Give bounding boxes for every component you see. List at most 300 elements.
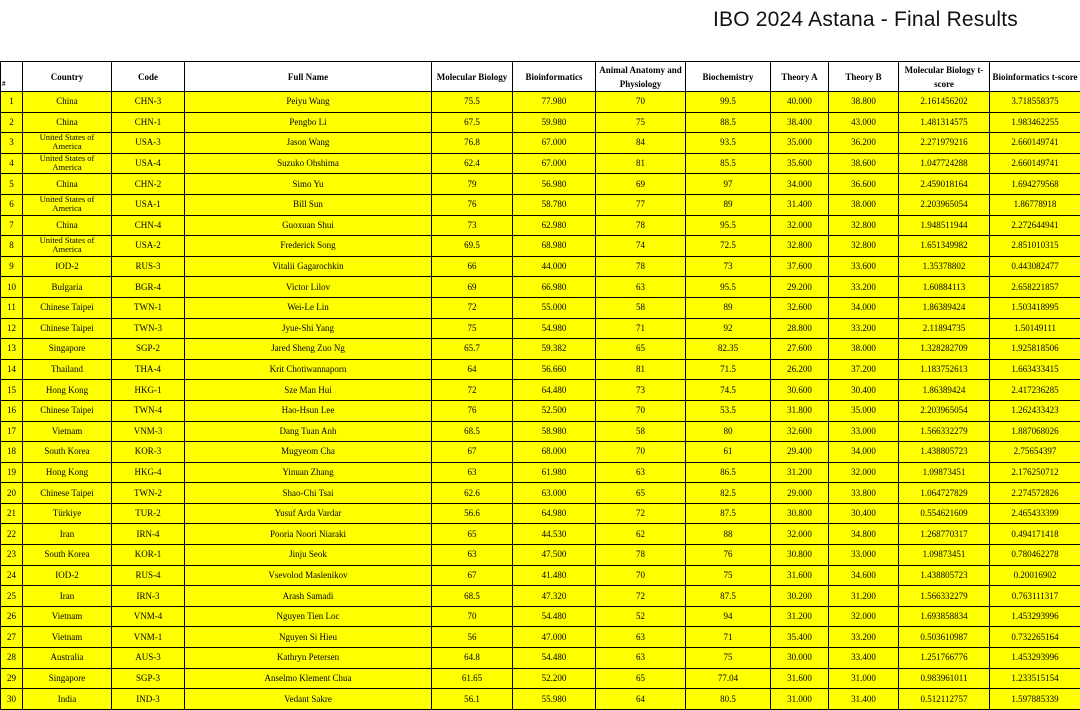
theory-b-cell: 31.400 <box>829 689 899 710</box>
molbio-tscore-cell: 1.328282709 <box>899 339 990 360</box>
table-row <box>1 668 1080 689</box>
bioinf-tscore-cell: 2.75654397 <box>990 442 1080 463</box>
code-cell: HKG-1 <box>112 380 185 401</box>
theory-a-cell: 29.400 <box>771 442 829 463</box>
anatomy-physiology-cell: 81 <box>596 359 686 380</box>
bioinformatics-cell: 64.980 <box>513 503 596 524</box>
table-row <box>1 318 1080 339</box>
biochemistry-cell: 76 <box>686 545 771 566</box>
bioinf-tscore-cell: 1.887068026 <box>990 421 1080 442</box>
molbio-tscore-cell: 1.693858834 <box>899 606 990 627</box>
bioinf-tscore-cell: 1.453293996 <box>990 606 1080 627</box>
bioinformatics-cell: 56.980 <box>513 174 596 195</box>
theory-a-cell: 35.600 <box>771 153 829 174</box>
code-cell: VNM-1 <box>112 627 185 648</box>
biochemistry-cell: 85.5 <box>686 153 771 174</box>
full-name-cell: Shao-Chi Tsai <box>185 483 432 504</box>
full-name-cell: Nguyen Tien Loc <box>185 606 432 627</box>
molbio-tscore-cell: 1.60884113 <box>899 277 990 298</box>
molbio-tscore-cell: 1.566332279 <box>899 586 990 607</box>
biochemistry-cell: 89 <box>686 194 771 215</box>
molbio-tscore-cell: 0.512112757 <box>899 689 990 710</box>
row-number: 29 <box>1 668 23 689</box>
theory-a-cell: 27.600 <box>771 339 829 360</box>
anatomy-physiology-cell: 70 <box>596 442 686 463</box>
biochemistry-cell: 61 <box>686 442 771 463</box>
biochemistry-cell: 95.5 <box>686 215 771 236</box>
molbio-tscore-cell: 1.948511944 <box>899 215 990 236</box>
bioinf-tscore-cell: 2.272644941 <box>990 215 1080 236</box>
bioinformatics-cell: 44.530 <box>513 524 596 545</box>
theory-b-cell: 33.000 <box>829 545 899 566</box>
biochemistry-cell: 72.5 <box>686 236 771 257</box>
full-name-cell: Jason Wang <box>185 133 432 154</box>
code-cell: IRN-4 <box>112 524 185 545</box>
anatomy-physiology-cell: 71 <box>596 318 686 339</box>
bioinformatics-cell: 41.480 <box>513 565 596 586</box>
bioinf-tscore-cell: 2.176250712 <box>990 462 1080 483</box>
biochemistry-cell: 88 <box>686 524 771 545</box>
full-name-cell: Sze Man Hui <box>185 380 432 401</box>
bioinf-tscore-cell: 1.86778918 <box>990 194 1080 215</box>
row-number: 26 <box>1 606 23 627</box>
theory-a-cell: 40.000 <box>771 92 829 113</box>
theory-b-cell: 33.200 <box>829 627 899 648</box>
biochemistry-cell: 80.5 <box>686 689 771 710</box>
biochemistry-cell: 87.5 <box>686 503 771 524</box>
bioinf-tscore-cell: 0.20016902 <box>990 565 1080 586</box>
column-header: Biochemistry <box>686 62 771 92</box>
bioinformatics-cell: 64.480 <box>513 380 596 401</box>
country-cell: Chinese Taipei <box>23 297 112 318</box>
bioinf-tscore-cell: 1.50149111 <box>990 318 1080 339</box>
bioinformatics-cell: 52.500 <box>513 400 596 421</box>
country-cell: Hong Kong <box>23 462 112 483</box>
theory-b-cell: 31.200 <box>829 586 899 607</box>
column-header: Code <box>112 62 185 92</box>
country-cell: Chinese Taipei <box>23 400 112 421</box>
row-number: 9 <box>1 256 23 277</box>
theory-a-cell: 31.200 <box>771 462 829 483</box>
molecular-biology-cell: 62.6 <box>432 483 513 504</box>
bioinformatics-cell: 68.000 <box>513 442 596 463</box>
country-cell: India <box>23 689 112 710</box>
code-cell: RUS-3 <box>112 256 185 277</box>
theory-b-cell: 33.600 <box>829 256 899 277</box>
table-row <box>1 153 1080 174</box>
country-cell: United States of America <box>23 153 112 174</box>
full-name-cell: Nguyen Si Hieu <box>185 627 432 648</box>
table-row <box>1 297 1080 318</box>
full-name-cell: Yusuf Arda Vardar <box>185 503 432 524</box>
bioinf-tscore-cell: 1.983462255 <box>990 112 1080 133</box>
anatomy-physiology-cell: 72 <box>596 586 686 607</box>
bioinformatics-cell: 68.980 <box>513 236 596 257</box>
biochemistry-cell: 86.5 <box>686 462 771 483</box>
theory-a-cell: 29.000 <box>771 483 829 504</box>
table-row <box>1 112 1080 133</box>
molecular-biology-cell: 56.6 <box>432 503 513 524</box>
molecular-biology-cell: 76.8 <box>432 133 513 154</box>
theory-b-cell: 38.000 <box>829 339 899 360</box>
row-number: 20 <box>1 483 23 504</box>
molecular-biology-cell: 79 <box>432 174 513 195</box>
biochemistry-cell: 89 <box>686 297 771 318</box>
table-body <box>1 92 1080 710</box>
bioinformatics-cell: 59.980 <box>513 112 596 133</box>
biochemistry-cell: 87.5 <box>686 586 771 607</box>
row-number: 28 <box>1 648 23 669</box>
anatomy-physiology-cell: 63 <box>596 277 686 298</box>
anatomy-physiology-cell: 78 <box>596 215 686 236</box>
molecular-biology-cell: 63 <box>432 545 513 566</box>
bioinformatics-cell: 77.980 <box>513 92 596 113</box>
full-name-cell: Wei-Le Lin <box>185 297 432 318</box>
row-number: 15 <box>1 380 23 401</box>
country-cell: Türkiye <box>23 503 112 524</box>
theory-a-cell: 34.000 <box>771 174 829 195</box>
bioinformatics-cell: 54.980 <box>513 318 596 339</box>
anatomy-physiology-cell: 52 <box>596 606 686 627</box>
table-row <box>1 174 1080 195</box>
anatomy-physiology-cell: 72 <box>596 503 686 524</box>
molecular-biology-cell: 67 <box>432 565 513 586</box>
biochemistry-cell: 88.5 <box>686 112 771 133</box>
row-number: 22 <box>1 524 23 545</box>
bioinformatics-cell: 58.980 <box>513 421 596 442</box>
bioinformatics-cell: 61.980 <box>513 462 596 483</box>
country-cell: Singapore <box>23 339 112 360</box>
code-cell: USA-4 <box>112 153 185 174</box>
row-number: 30 <box>1 689 23 710</box>
biochemistry-cell: 95.5 <box>686 277 771 298</box>
biochemistry-cell: 93.5 <box>686 133 771 154</box>
anatomy-physiology-cell: 58 <box>596 297 686 318</box>
full-name-cell: Jyue-Shi Yang <box>185 318 432 339</box>
molecular-biology-cell: 75 <box>432 318 513 339</box>
theory-b-cell: 32.000 <box>829 606 899 627</box>
anatomy-physiology-cell: 78 <box>596 545 686 566</box>
anatomy-physiology-cell: 63 <box>596 462 686 483</box>
bioinf-tscore-cell: 1.597885339 <box>990 689 1080 710</box>
full-name-cell: Vsevolod Maslenikov <box>185 565 432 586</box>
column-header: Theory A <box>771 62 829 92</box>
row-number: 23 <box>1 545 23 566</box>
theory-b-cell: 34.000 <box>829 442 899 463</box>
full-name-cell: Guoxuan Shui <box>185 215 432 236</box>
molbio-tscore-cell: 1.566332279 <box>899 421 990 442</box>
full-name-cell: Anselmo Klement Chua <box>185 668 432 689</box>
anatomy-physiology-cell: 73 <box>596 380 686 401</box>
column-header: Animal Anatomy and Physiology <box>596 62 686 92</box>
country-cell: Thailand <box>23 359 112 380</box>
row-number: 2 <box>1 112 23 133</box>
full-name-cell: Peiyu Wang <box>185 92 432 113</box>
molbio-tscore-cell: 1.481314575 <box>899 112 990 133</box>
molbio-tscore-cell: 1.35378802 <box>899 256 990 277</box>
theory-b-cell: 35.000 <box>829 400 899 421</box>
theory-a-cell: 30.200 <box>771 586 829 607</box>
theory-a-cell: 31.600 <box>771 565 829 586</box>
molecular-biology-cell: 56.1 <box>432 689 513 710</box>
country-cell: Chinese Taipei <box>23 318 112 339</box>
biochemistry-cell: 53.5 <box>686 400 771 421</box>
molecular-biology-cell: 76 <box>432 194 513 215</box>
biochemistry-cell: 77.04 <box>686 668 771 689</box>
full-name-cell: Frederick Song <box>185 236 432 257</box>
full-name-cell: Yinuan Zhang <box>185 462 432 483</box>
bioinf-tscore-cell: 2.417236285 <box>990 380 1080 401</box>
row-number: 7 <box>1 215 23 236</box>
molbio-tscore-cell: 1.268770317 <box>899 524 990 545</box>
header-row <box>1 62 1080 92</box>
column-header: Full Name <box>185 62 432 92</box>
full-name-cell: Suzuko Ohshima <box>185 153 432 174</box>
theory-b-cell: 30.400 <box>829 380 899 401</box>
row-number: 10 <box>1 277 23 298</box>
code-cell: VNM-4 <box>112 606 185 627</box>
bioinformatics-cell: 56.660 <box>513 359 596 380</box>
theory-a-cell: 30.600 <box>771 380 829 401</box>
results-table <box>0 61 1080 710</box>
theory-b-cell: 33.000 <box>829 421 899 442</box>
theory-b-cell: 38.000 <box>829 194 899 215</box>
code-cell: CHN-2 <box>112 174 185 195</box>
code-cell: CHN-3 <box>112 92 185 113</box>
code-cell: HKG-4 <box>112 462 185 483</box>
table-row <box>1 400 1080 421</box>
country-cell: Vietnam <box>23 606 112 627</box>
country-cell: China <box>23 215 112 236</box>
molbio-tscore-cell: 1.438805723 <box>899 565 990 586</box>
code-cell: USA-2 <box>112 236 185 257</box>
biochemistry-cell: 92 <box>686 318 771 339</box>
country-cell: United States of America <box>23 133 112 154</box>
molbio-tscore-cell: 0.983961011 <box>899 668 990 689</box>
bioinformatics-cell: 47.000 <box>513 627 596 648</box>
code-cell: RUS-4 <box>112 565 185 586</box>
row-number: 1 <box>1 92 23 113</box>
bioinf-tscore-cell: 3.718558375 <box>990 92 1080 113</box>
bioinformatics-cell: 67.000 <box>513 153 596 174</box>
country-cell: Australia <box>23 648 112 669</box>
theory-a-cell: 30.800 <box>771 545 829 566</box>
bioinformatics-cell: 54.480 <box>513 648 596 669</box>
molecular-biology-cell: 64 <box>432 359 513 380</box>
molecular-biology-cell: 69 <box>432 277 513 298</box>
country-cell: China <box>23 112 112 133</box>
country-cell: United States of America <box>23 236 112 257</box>
theory-a-cell: 38.400 <box>771 112 829 133</box>
molecular-biology-cell: 67 <box>432 442 513 463</box>
bioinformatics-cell: 47.500 <box>513 545 596 566</box>
biochemistry-cell: 71 <box>686 627 771 648</box>
theory-a-cell: 32.800 <box>771 236 829 257</box>
table-row <box>1 689 1080 710</box>
row-number: 13 <box>1 339 23 360</box>
code-cell: KOR-3 <box>112 442 185 463</box>
table-row <box>1 627 1080 648</box>
full-name-cell: Krit Chotiwannaporn <box>185 359 432 380</box>
full-name-cell: Jared Sheng Zuo Ng <box>185 339 432 360</box>
country-cell: Bulgaria <box>23 277 112 298</box>
molbio-tscore-cell: 2.11894735 <box>899 318 990 339</box>
molbio-tscore-cell: 1.09873451 <box>899 462 990 483</box>
code-cell: USA-3 <box>112 133 185 154</box>
code-cell: CHN-1 <box>112 112 185 133</box>
molecular-biology-cell: 72 <box>432 380 513 401</box>
molecular-biology-cell: 75.5 <box>432 92 513 113</box>
row-number: 11 <box>1 297 23 318</box>
theory-a-cell: 37.600 <box>771 256 829 277</box>
bioinf-tscore-cell: 1.262433423 <box>990 400 1080 421</box>
country-cell: South Korea <box>23 442 112 463</box>
molbio-tscore-cell: 0.554621609 <box>899 503 990 524</box>
theory-b-cell: 33.200 <box>829 277 899 298</box>
anatomy-physiology-cell: 65 <box>596 668 686 689</box>
bioinf-tscore-cell: 1.453293996 <box>990 648 1080 669</box>
bioinformatics-cell: 55.000 <box>513 297 596 318</box>
molbio-tscore-cell: 1.064727829 <box>899 483 990 504</box>
full-name-cell: Arash Samadi <box>185 586 432 607</box>
theory-b-cell: 37.200 <box>829 359 899 380</box>
column-header: Theory B <box>829 62 899 92</box>
bioinf-tscore-cell: 0.494171418 <box>990 524 1080 545</box>
country-cell: Vietnam <box>23 421 112 442</box>
table-row <box>1 359 1080 380</box>
table-row <box>1 194 1080 215</box>
row-number: 21 <box>1 503 23 524</box>
biochemistry-cell: 74.5 <box>686 380 771 401</box>
country-cell: United States of America <box>23 194 112 215</box>
column-header: Bioinformatics <box>513 62 596 92</box>
anatomy-physiology-cell: 65 <box>596 339 686 360</box>
column-header: Molecular Biology <box>432 62 513 92</box>
biochemistry-cell: 75 <box>686 648 771 669</box>
country-cell: Singapore <box>23 668 112 689</box>
column-header: Country <box>23 62 112 92</box>
table-row <box>1 421 1080 442</box>
theory-a-cell: 28.800 <box>771 318 829 339</box>
biochemistry-cell: 80 <box>686 421 771 442</box>
code-cell: TWN-1 <box>112 297 185 318</box>
biochemistry-cell: 94 <box>686 606 771 627</box>
molecular-biology-cell: 68.5 <box>432 586 513 607</box>
biochemistry-cell: 82.35 <box>686 339 771 360</box>
anatomy-physiology-cell: 77 <box>596 194 686 215</box>
full-name-cell: Pengbo Li <box>185 112 432 133</box>
anatomy-physiology-cell: 62 <box>596 524 686 545</box>
bioinf-tscore-cell: 1.925818506 <box>990 339 1080 360</box>
row-number: 27 <box>1 627 23 648</box>
table-row <box>1 462 1080 483</box>
theory-a-cell: 35.400 <box>771 627 829 648</box>
code-cell: KOR-1 <box>112 545 185 566</box>
country-cell: China <box>23 92 112 113</box>
anatomy-physiology-cell: 78 <box>596 256 686 277</box>
table-row <box>1 133 1080 154</box>
code-cell: AUS-3 <box>112 648 185 669</box>
theory-a-cell: 31.000 <box>771 689 829 710</box>
theory-b-cell: 38.800 <box>829 92 899 113</box>
table-row <box>1 483 1080 504</box>
table-row <box>1 503 1080 524</box>
biochemistry-cell: 99.5 <box>686 92 771 113</box>
anatomy-physiology-cell: 70 <box>596 92 686 113</box>
molbio-tscore-cell: 1.86389424 <box>899 297 990 318</box>
code-cell: TWN-2 <box>112 483 185 504</box>
molbio-tscore-cell: 2.203965054 <box>899 194 990 215</box>
theory-a-cell: 35.000 <box>771 133 829 154</box>
code-cell: CHN-4 <box>112 215 185 236</box>
full-name-cell: Pooria Noori Niaraki <box>185 524 432 545</box>
bioinf-tscore-cell: 1.663433415 <box>990 359 1080 380</box>
theory-a-cell: 31.800 <box>771 400 829 421</box>
theory-a-cell: 30.000 <box>771 648 829 669</box>
table-row <box>1 565 1080 586</box>
bioinformatics-cell: 47.320 <box>513 586 596 607</box>
code-cell: USA-1 <box>112 194 185 215</box>
row-number: 3 <box>1 133 23 154</box>
full-name-cell: Simo Yu <box>185 174 432 195</box>
country-cell: Chinese Taipei <box>23 483 112 504</box>
code-cell: TWN-3 <box>112 318 185 339</box>
molbio-tscore-cell: 1.09873451 <box>899 545 990 566</box>
code-cell: TUR-2 <box>112 503 185 524</box>
table-row <box>1 236 1080 257</box>
anatomy-physiology-cell: 69 <box>596 174 686 195</box>
anatomy-physiology-cell: 74 <box>596 236 686 257</box>
bioinf-tscore-cell: 2.658221857 <box>990 277 1080 298</box>
molecular-biology-cell: 70 <box>432 606 513 627</box>
code-cell: VNM-3 <box>112 421 185 442</box>
column-header: Molecular Biology t-score <box>899 62 990 92</box>
bioinformatics-cell: 63.000 <box>513 483 596 504</box>
row-number: 8 <box>1 236 23 257</box>
theory-b-cell: 34.600 <box>829 565 899 586</box>
bioinf-tscore-cell: 0.763111317 <box>990 586 1080 607</box>
country-cell: China <box>23 174 112 195</box>
full-name-cell: Dang Tuan Anh <box>185 421 432 442</box>
table-row <box>1 606 1080 627</box>
country-cell: IOD-2 <box>23 256 112 277</box>
molbio-tscore-cell: 0.503610987 <box>899 627 990 648</box>
bioinformatics-cell: 67.000 <box>513 133 596 154</box>
molecular-biology-cell: 69.5 <box>432 236 513 257</box>
bioinf-tscore-cell: 2.274572826 <box>990 483 1080 504</box>
country-cell: Vietnam <box>23 627 112 648</box>
anatomy-physiology-cell: 58 <box>596 421 686 442</box>
molbio-tscore-cell: 2.271979216 <box>899 133 990 154</box>
row-number: 25 <box>1 586 23 607</box>
table-row <box>1 648 1080 669</box>
theory-a-cell: 31.200 <box>771 606 829 627</box>
bioinf-tscore-cell: 2.660149741 <box>990 133 1080 154</box>
bioinformatics-cell: 54.480 <box>513 606 596 627</box>
theory-a-cell: 31.600 <box>771 668 829 689</box>
molecular-biology-cell: 62.4 <box>432 153 513 174</box>
theory-b-cell: 30.400 <box>829 503 899 524</box>
theory-a-cell: 29.200 <box>771 277 829 298</box>
theory-b-cell: 33.800 <box>829 483 899 504</box>
molecular-biology-cell: 66 <box>432 256 513 277</box>
full-name-cell: Mugyeom Cha <box>185 442 432 463</box>
molecular-biology-cell: 63 <box>432 462 513 483</box>
anatomy-physiology-cell: 70 <box>596 400 686 421</box>
code-cell: SGP-2 <box>112 339 185 360</box>
bioinformatics-cell: 59.382 <box>513 339 596 360</box>
code-cell: TWN-4 <box>112 400 185 421</box>
